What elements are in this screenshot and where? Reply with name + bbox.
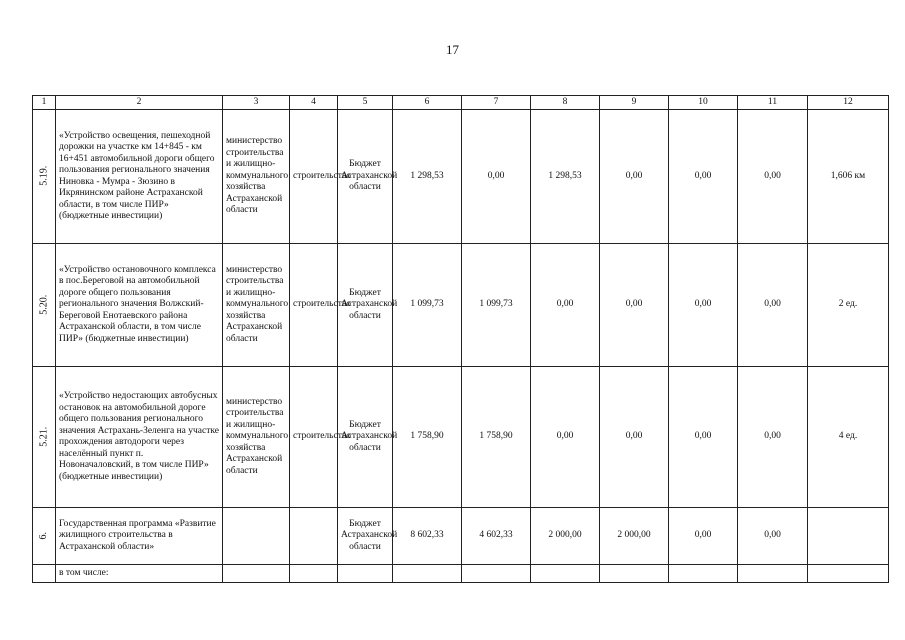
value-cell: 1 298,53 — [531, 110, 600, 244]
empty-cell — [531, 565, 600, 583]
page-number: 17 — [446, 42, 459, 57]
budget-table — [32, 95, 889, 583]
agency-cell: министерство строительства и жилищно-коммунального хозяйства Астраханской области — [223, 367, 290, 508]
header-cell: 8 — [531, 96, 600, 110]
value-cell: 1 758,90 — [462, 367, 531, 508]
value-cell: 0,00 — [738, 244, 808, 367]
value-cell: 4 602,33 — [462, 508, 531, 565]
header-cell: 3 — [223, 96, 290, 110]
empty-cell — [808, 565, 889, 583]
result-cell: 1,606 км — [808, 110, 889, 244]
description-cell: Государственная программа «Развитие жилищного строительства в Астраханской области» — [56, 508, 223, 565]
empty-cell — [669, 565, 738, 583]
agency-cell — [223, 508, 290, 565]
empty-cell — [338, 565, 393, 583]
header-cell: 2 — [56, 96, 223, 110]
row-number: 5.21. — [38, 426, 50, 447]
source-cell: Бюджет Астраханской области — [338, 110, 393, 244]
row-number: 6. — [38, 531, 50, 540]
header-cell: 11 — [738, 96, 808, 110]
table-row — [33, 367, 889, 508]
value-cell: 0,00 — [462, 110, 531, 244]
value-cell: 1 099,73 — [462, 244, 531, 367]
value-cell: 1 758,90 — [393, 367, 462, 508]
empty-cell — [600, 565, 669, 583]
source-cell: Бюджет Астраханской области — [338, 508, 393, 565]
header-cell: 12 — [808, 96, 889, 110]
header-cell: 4 — [290, 96, 338, 110]
source-cell: Бюджет Астраханской области — [338, 367, 393, 508]
value-cell: 0,00 — [669, 508, 738, 565]
row-number-cell — [33, 565, 56, 583]
empty-cell — [223, 565, 290, 583]
description-cell: «Устройство недостающих автобусных остановок на автомобильной дороге общего пользования регионального значения Астрахань-Зеленга на участке прохождения автодороги через населённый пункт п. Новоначаловский, в том числе ПИР» (бюджетные инвестиции) — [56, 367, 223, 508]
empty-cell — [462, 565, 531, 583]
value-cell: 2 000,00 — [531, 508, 600, 565]
value-cell: 1 298,53 — [393, 110, 462, 244]
type-cell — [290, 508, 338, 565]
row-number-cell — [33, 110, 56, 244]
result-cell: 4 ед. — [808, 367, 889, 508]
source-cell: Бюджет Астраханской области — [338, 244, 393, 367]
value-cell: 0,00 — [669, 367, 738, 508]
row-number: 5.19. — [38, 166, 50, 186]
empty-cell — [290, 565, 338, 583]
value-cell: 2 000,00 — [600, 508, 669, 565]
header-cell: 1 — [33, 96, 56, 110]
row-number-cell — [33, 244, 56, 367]
value-cell: 0,00 — [738, 508, 808, 565]
description-cell: «Устройство остановочного комплекса в пос.Береговой на автомобильной дороге общего пользования регионального значения Волжский-Береговой Енотаевского района Астраханской области, в том числе ПИР» (бюджетные инвестиции) — [56, 244, 223, 367]
table-header-row — [33, 96, 889, 110]
type-cell: строительство — [290, 110, 338, 244]
table-row — [33, 110, 889, 244]
value-cell: 0,00 — [738, 110, 808, 244]
row-number: 5.20. — [38, 294, 50, 315]
value-cell: 0,00 — [600, 367, 669, 508]
agency-cell: министерство строительства и жилищно-коммунального хозяйства Астраханской области — [223, 110, 290, 244]
value-cell: 0,00 — [669, 244, 738, 367]
agency-cell: министерство строительства и жилищно-коммунального хозяйства Астраханской области — [223, 244, 290, 367]
header-cell: 9 — [600, 96, 669, 110]
empty-cell — [738, 565, 808, 583]
row-number-cell — [33, 367, 56, 508]
value-cell: 0,00 — [600, 244, 669, 367]
type-cell: строительство — [290, 367, 338, 508]
table-row — [33, 565, 889, 583]
value-cell: 0,00 — [531, 367, 600, 508]
value-cell: 8 602,33 — [393, 508, 462, 565]
description-cell: в том числе: — [56, 565, 223, 583]
value-cell: 0,00 — [669, 110, 738, 244]
type-cell: строительство — [290, 244, 338, 367]
row-number-cell — [33, 508, 56, 565]
value-cell: 0,00 — [738, 367, 808, 508]
header-cell: 5 — [338, 96, 393, 110]
table-row — [33, 244, 889, 367]
result-cell — [808, 508, 889, 565]
empty-cell — [393, 565, 462, 583]
header-cell: 6 — [393, 96, 462, 110]
header-cell: 7 — [462, 96, 531, 110]
value-cell: 0,00 — [531, 244, 600, 367]
value-cell: 1 099,73 — [393, 244, 462, 367]
value-cell: 0,00 — [600, 110, 669, 244]
description-cell: «Устройство освещения, пешеходной дорожки на участке км 14+845 - км 16+451 автомобильной дороги общего пользования регионального значения Ниновка - Мумра - Зюзино в Икрянинском районе Астраханской области, в том числе ПИР» (бюджетные инвестиции) — [56, 110, 223, 244]
table-row — [33, 508, 889, 565]
result-cell: 2 ед. — [808, 244, 889, 367]
header-cell: 10 — [669, 96, 738, 110]
